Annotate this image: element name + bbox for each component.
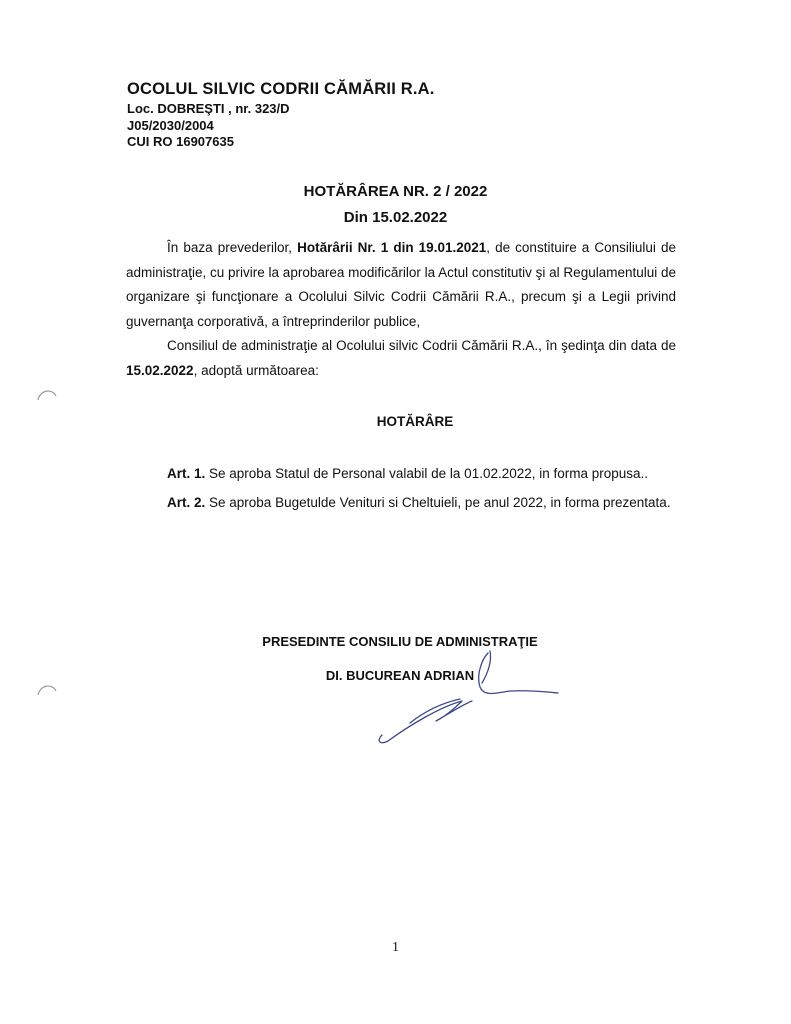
decision-title: HOTĂRÂREA NR. 2 / 2022	[303, 183, 488, 200]
preamble-text: În baza prevederilor,	[167, 240, 298, 255]
articles	[126, 462, 676, 515]
meeting-date: 15.02.2022	[126, 362, 194, 378]
organization-address: Loc. DOBREŞTI , nr. 323/D	[127, 101, 290, 116]
preamble-paragraph-1	[126, 236, 676, 334]
article-1	[126, 462, 676, 487]
decision-date: Din 15.02.2022	[343, 209, 448, 226]
organization-name: OCOLUL SILVIC CODRII CĂMĂRII R.A.	[127, 80, 435, 98]
preamble-text: , de constituire a Consiliului de administraţie, cu privire la aprobarea modificărilor la Actul constitutiv şi al Regulamentului de organizare şi funcţionare a Ocolului Silvic Codrii Cămării R.A., precum şi a Legii privind guvernanţa corporativă, a întreprinderilor publice,	[126, 240, 677, 329]
signatory-name: DI. BUCUREAN ADRIAN	[325, 668, 475, 683]
preamble-text: , adoptă următoarea:	[193, 362, 319, 378]
signatory-role: PRESEDINTE CONSILIU DE ADMINISTRAŢIE	[262, 634, 538, 649]
article-text: Se aproba Statul de Personal valabil de la 01.02.2022, in forma propusa..	[205, 466, 649, 481]
section-title: HOTĂRÂRE	[376, 414, 454, 429]
handwritten-signature	[370, 645, 570, 750]
punch-hole-mark	[36, 681, 58, 699]
preamble	[126, 236, 676, 383]
article-label: Art. 1.	[167, 466, 206, 481]
referenced-decision: Hotărârii Nr. 1 din 19.01.2021	[297, 240, 487, 255]
article-text: Se aproba Bugetulde Venituri si Cheltuieli, pe anul 2022, in forma prezentata.	[205, 494, 671, 510]
article-label: Art. 2.	[167, 494, 206, 510]
preamble-text: Consiliul de administraţie al Ocolului silvic Codrii Cămării R.A., în şedinţa din data de	[167, 338, 676, 353]
registry-number: J05/2030/2004	[127, 118, 214, 133]
page-number: 1	[392, 940, 399, 955]
preamble-paragraph-2	[126, 334, 676, 383]
fiscal-code: CUI RO 16907635	[127, 134, 234, 149]
punch-hole-mark	[36, 386, 58, 404]
article-2	[126, 491, 676, 516]
